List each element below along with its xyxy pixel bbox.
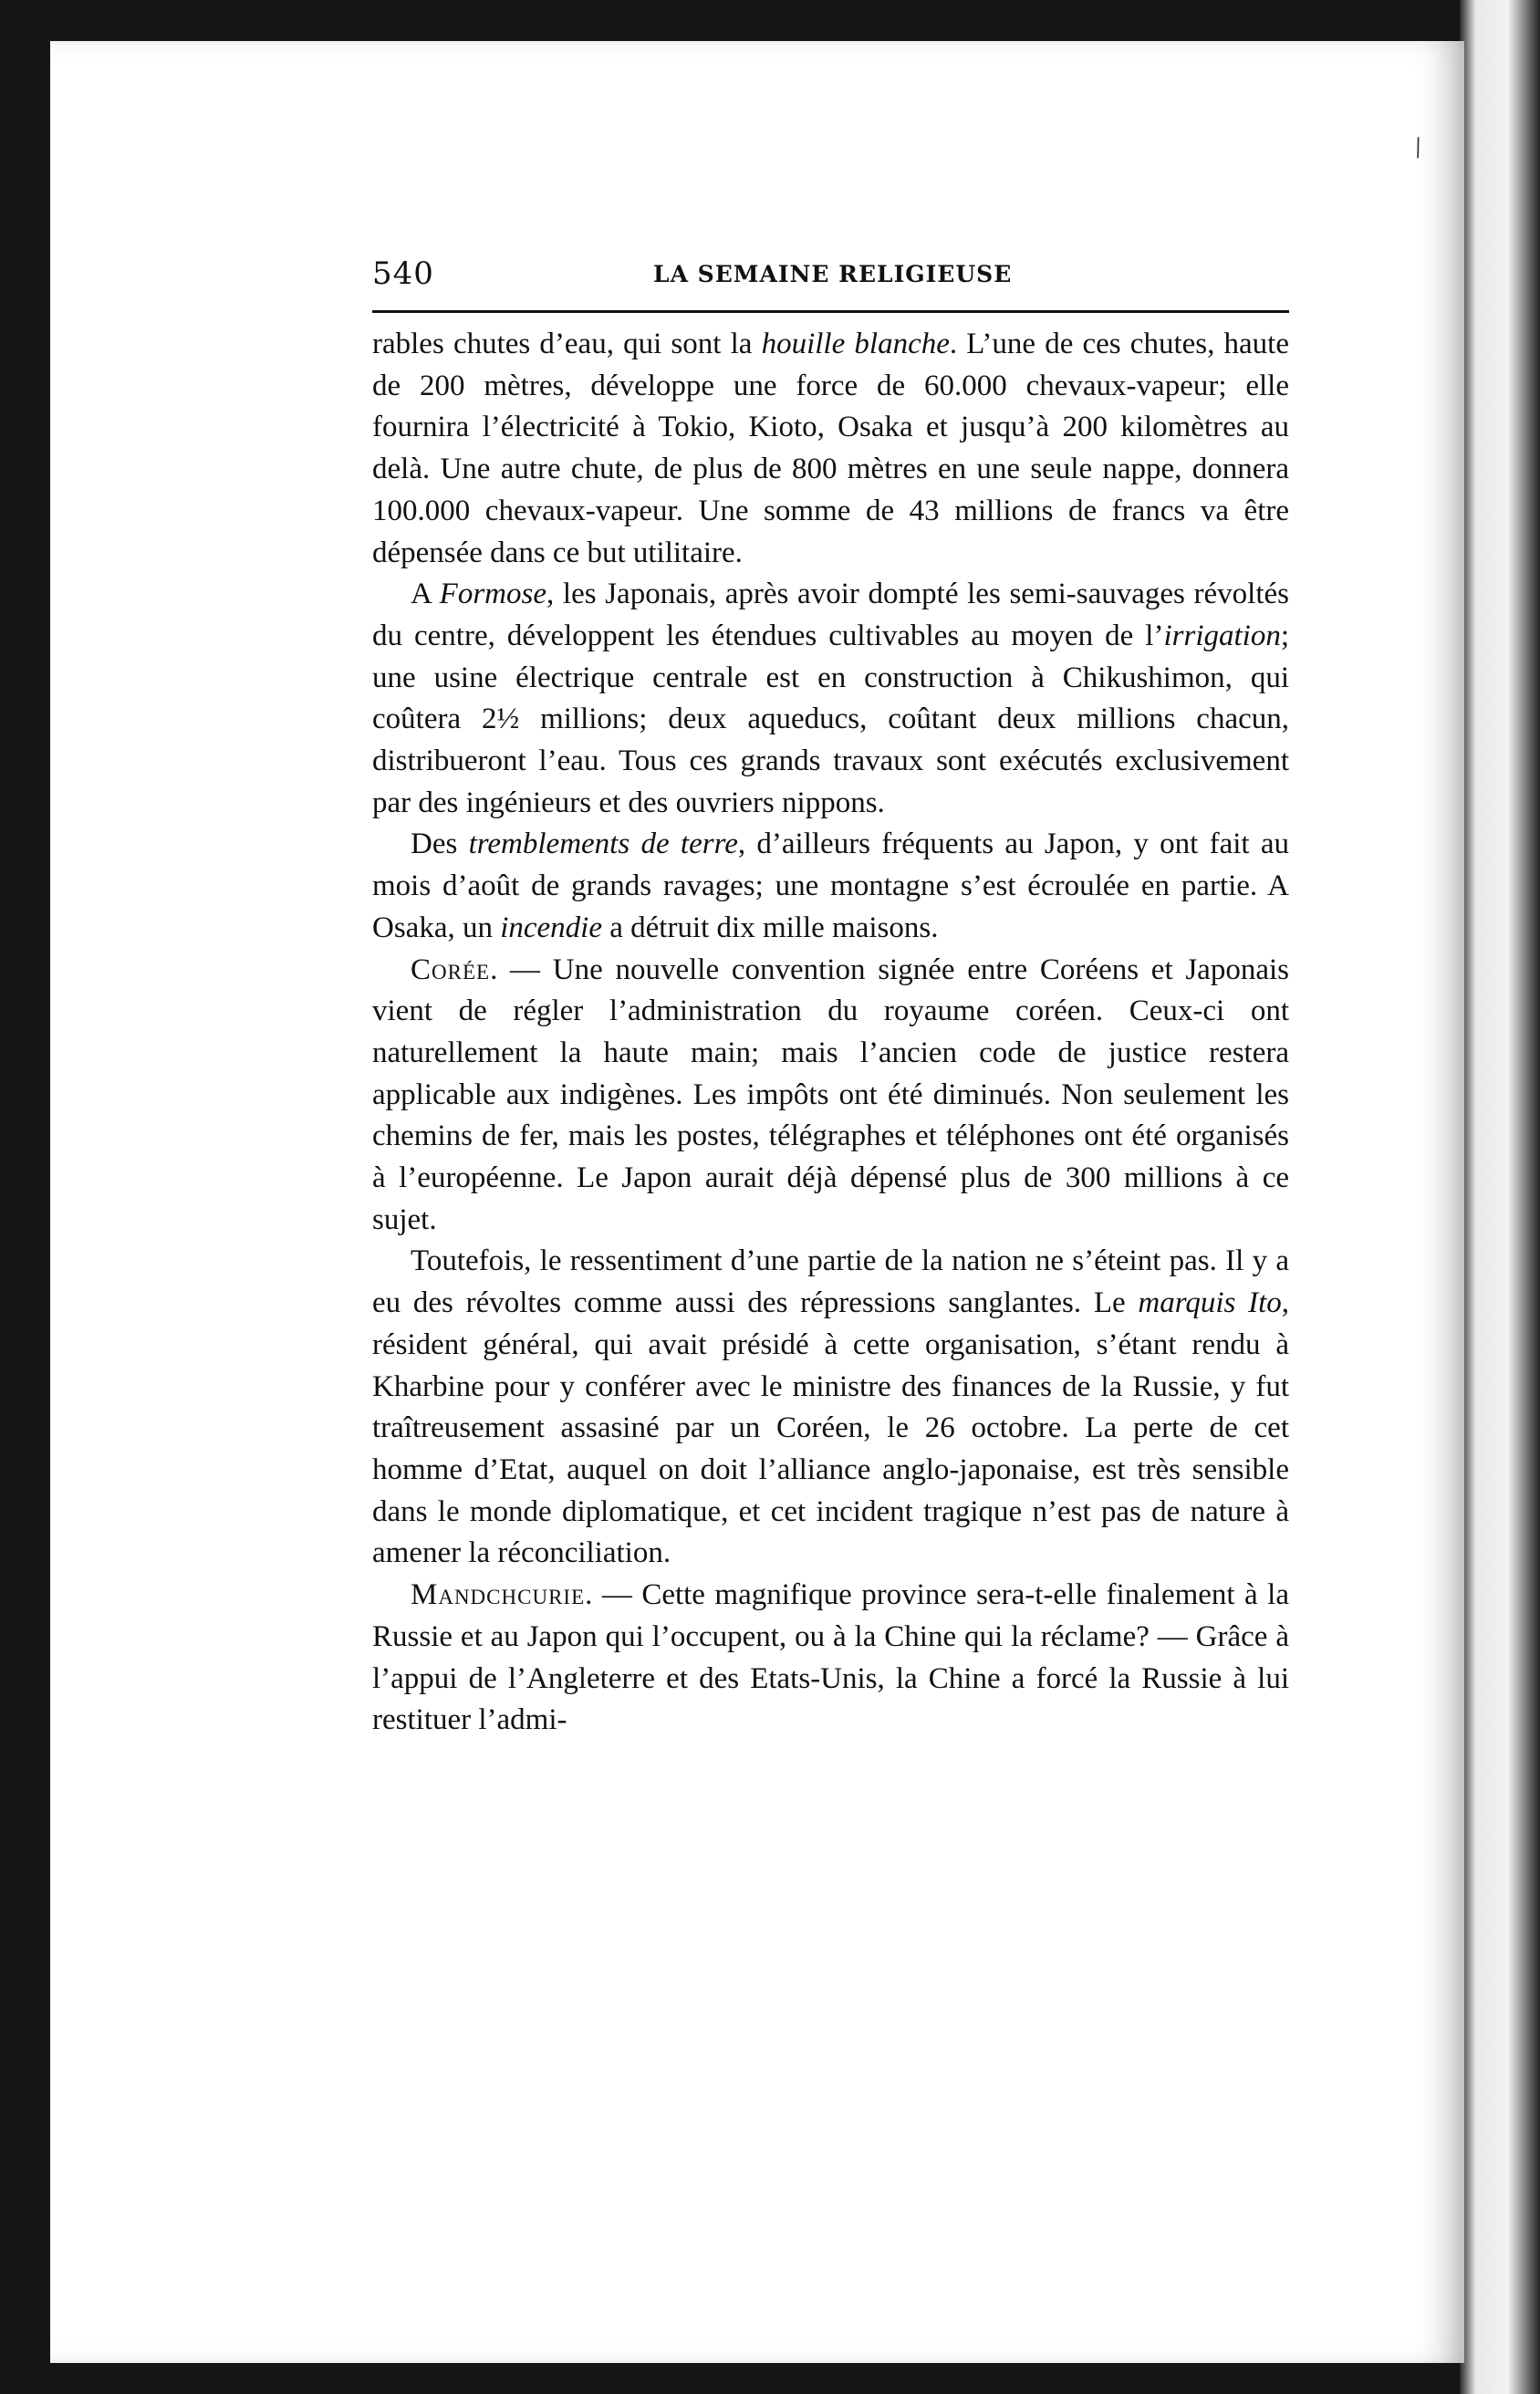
text-segment: Des	[411, 827, 469, 861]
text-segment: A	[411, 578, 440, 611]
page-number: 540	[372, 255, 434, 292]
page-header	[372, 255, 1289, 299]
text-segment: rables chutes d’eau, qui sont la	[372, 328, 762, 360]
text-segment: Mandchcurie	[411, 1578, 586, 1612]
header-rule	[372, 310, 1289, 313]
text-segment: marquis Ito	[1138, 1286, 1282, 1320]
text-segment: . L’une de ces chutes, haute de 200 mètres, développe une force de 60.000 chevaux-vapeur; elle fournira l’électricité à Tokio, Kioto, Osaka et jusqu’à 200 kilomètres au delà. Une autre chute, de plus de 800 mètres en une seule nappe, donnera 100.000 chevaux-vapeur. Une somme de 43 millions de francs va être dépensée dans ce but utilitaire.	[372, 328, 1289, 569]
paragraph-manchuria	[372, 1575, 1289, 1742]
adjacent-page-edge	[1460, 0, 1540, 2394]
text-segment: irrigation	[1163, 619, 1281, 652]
text-segment: tremblements de terre	[468, 827, 738, 861]
paragraph-earthquakes	[372, 824, 1289, 949]
running-title: LA SEMAINE RELIGIEUSE	[653, 261, 1013, 287]
text-segment: . — Cette magnifique province sera-t-elle finalement à la Russie et au Japon qui l’occupent, ou à la Chine qui la réclame? — Grâce à l’appui de l’Angleterre et des Etats-Unis, la Chine a forcé la Russie à lui restituer l’admi-	[372, 1578, 1289, 1737]
margin-mark: ⁄	[1410, 135, 1428, 162]
text-segment: a détruit dix mille maisons.	[602, 911, 939, 944]
text-segment: , d’ailleurs fréquents au Japon, y ont fait au mois d’août de grands ravages; une montagne s’est écroulée en partie. A Osaka, un	[372, 827, 1290, 944]
paragraph-hydro-power	[372, 324, 1289, 574]
paragraph-korea	[372, 950, 1289, 1242]
text-segment: , les Japonais, après avoir dompté les semi-sauvages révoltés du centre, développent les étendues cultivables au moyen de l’	[372, 578, 1290, 652]
paragraph-ito	[372, 1241, 1289, 1575]
text-segment: , résident général, qui avait présidé à cette organisation, s’étant rendu à Kharbine pour y conférer avec le ministre des finances de la Russie, y fut traîtreusement assasiné par un Coréen, le 26 octobre. La perte de cet homme d’Etat, auquel on doit l’alliance anglo-japonaise, est très sensible dans le monde diplomatique, et cet incident tragique n’est pas de nature à amener la réconciliation.	[372, 1286, 1289, 1570]
article-body	[372, 324, 1289, 1742]
text-segment: Corée	[411, 952, 491, 986]
text-segment: Formose	[439, 578, 546, 611]
text-segment: Toutefois, le ressentiment d’une partie de la nation ne s’éteint pas. Il y a eu des révoltes comme aussi des répressions sanglantes. Le	[372, 1244, 1289, 1320]
text-segment: houille blanche	[761, 328, 950, 360]
text-segment: incendie	[500, 911, 602, 944]
text-segment: . — Une nouvelle convention signée entre Coréens et Japonais vient de régler l’administration du royaume coréen. Ceux-ci ont naturellement la haute main; mais l’ancien code de justice restera applicable aux indigènes. Les impôts ont été diminués. Non seulement les chemins de fer, mais les postes, télégraphes et téléphones ont été organisés à l’européenne. Le Japon aurait déjà dépensé plus de 300 millions à ce sujet.	[372, 952, 1289, 1236]
paragraph-formosa	[372, 574, 1289, 824]
text-segment: ; une usine électrique centrale est en construction à Chikushimon, qui coûtera 2½ millions; deux aqueducs, coûtant deux millions chacun, distribueront l’eau. Tous ces grands travaux sont exécutés exclusivement par des ingénieurs et des ouvriers nippons.	[372, 619, 1289, 819]
